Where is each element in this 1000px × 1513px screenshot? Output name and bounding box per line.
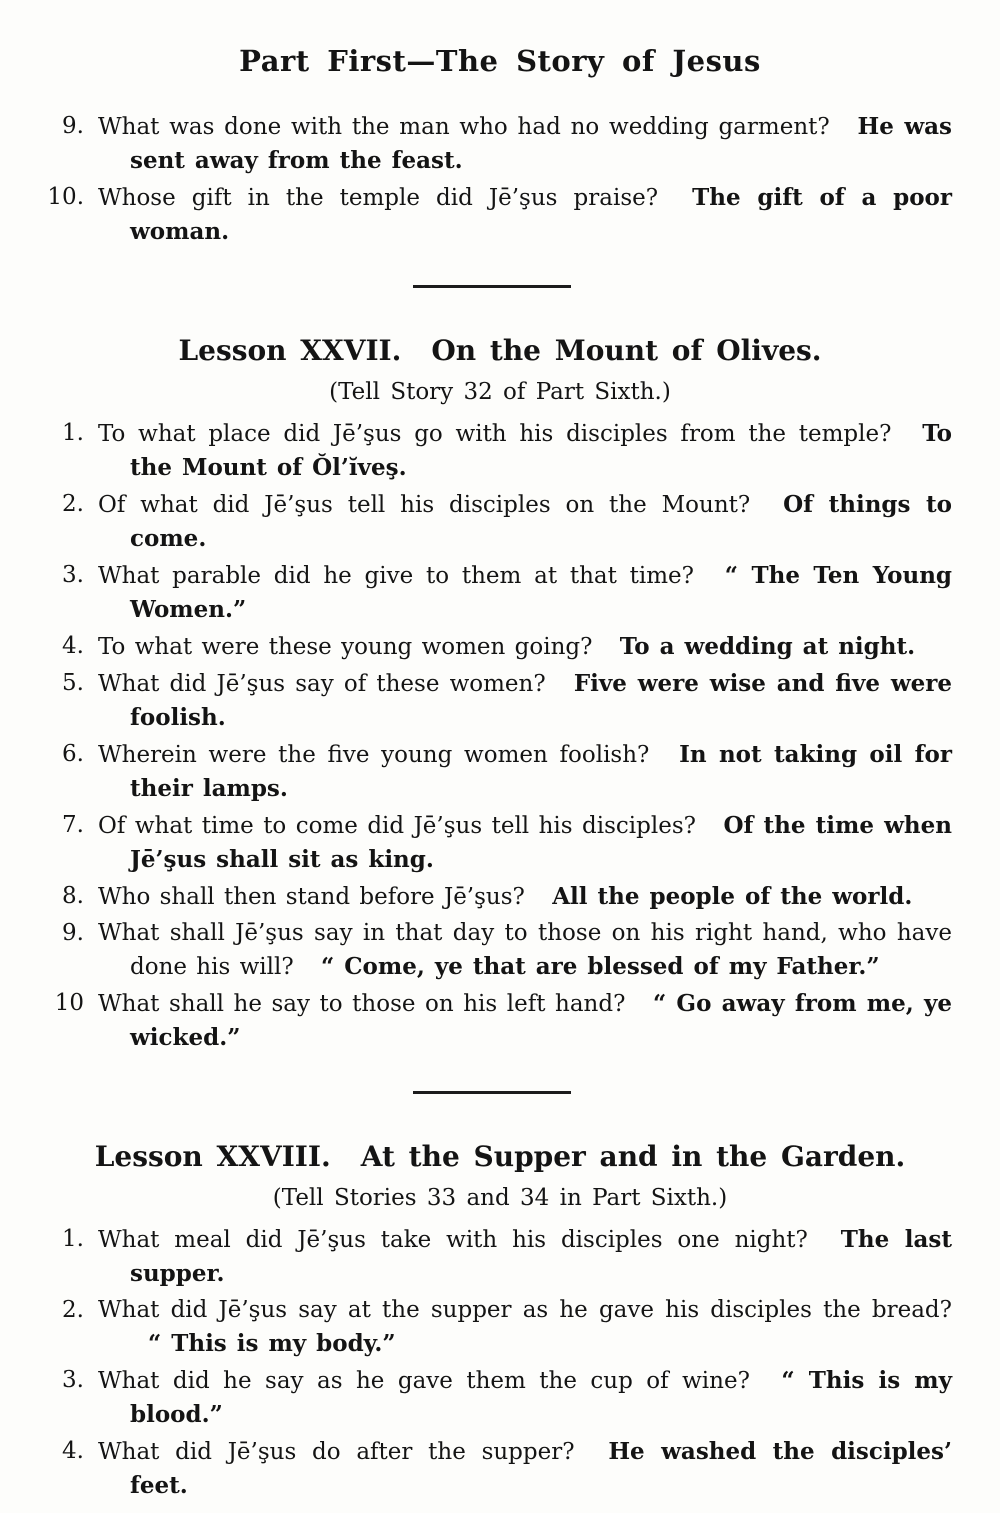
section-divider: [413, 1091, 571, 1094]
question-text: What did Jē’şus say of these women?: [98, 671, 546, 697]
question-number: 9.: [62, 920, 84, 946]
lesson-subtitle: (Tell Story 32 of Part Sixth.): [329, 379, 671, 405]
qa-item: [0, 110, 1000, 178]
question-text: What was done with the man who had no wedding garment?: [98, 114, 830, 140]
lesson-subtitle: (Tell Stories 33 and 34 in Part Sixth.): [272, 1185, 728, 1211]
qa-item: [0, 917, 1000, 984]
qa-item: [0, 738, 1000, 806]
question-number: 2.: [62, 491, 84, 517]
question-text: Of what time to come did Jē’şus tell his disciples?: [98, 813, 696, 839]
answer-text: The gift of a poor woman.: [130, 184, 953, 245]
question-number: 8.: [62, 883, 84, 909]
qa-item: [0, 181, 1000, 249]
lesson-number-label: Lesson XXVIII.: [94, 1140, 331, 1173]
lesson-qa-list: [0, 1223, 1000, 1503]
answer-text: Of the time when Jē’şus shall sit as king.: [130, 812, 952, 873]
question-number: 7.: [62, 812, 84, 838]
answer-text: Five were wise and five were foolish.: [130, 670, 953, 731]
answer-text: To the Mount of Ŏl’ĭveş.: [130, 420, 953, 481]
question-text: What did Jē’şus say at the supper as he gave his disciples the bread?: [98, 1297, 952, 1323]
answer-text: All the people of the world.: [552, 883, 913, 910]
qa-item: [0, 1435, 1000, 1503]
qa-item: [0, 667, 1000, 735]
qa-item: [0, 630, 1000, 664]
question-number: 1.: [62, 420, 84, 446]
answer-text: “ This is my body.”: [148, 1330, 396, 1357]
lesson-name: At the Supper and in the Garden.: [360, 1140, 906, 1173]
answer-text: “ Come, ye that are blessed of my Father.”: [321, 953, 880, 980]
lesson-xxvii-section: [0, 334, 1000, 1055]
question-text: Wherein were the five young women foolish?: [98, 742, 650, 768]
question-number: 4.: [62, 1438, 84, 1464]
question-text: What shall Jē’şus say in that day to those on his right hand, who have done his will?: [98, 920, 952, 980]
lesson-number-label: Lesson XXVII.: [178, 334, 402, 367]
question-number: 6.: [62, 741, 84, 767]
question-text: To what place did Jē’şus go with his disciples from the temple?: [98, 421, 892, 447]
question-text: What did Jē’şus do after the supper?: [98, 1439, 575, 1465]
qa-item: [0, 809, 1000, 877]
answer-text: Of things to come.: [130, 491, 952, 552]
section-divider: [413, 285, 571, 288]
answer-text: “ This is my blood.”: [130, 1367, 953, 1428]
qa-item: [0, 880, 1000, 914]
question-text: What meal did Jē’şus take with his disciples one night?: [98, 1227, 808, 1253]
lesson-xxviii-section: [0, 1140, 1000, 1503]
question-number: 5.: [62, 670, 84, 696]
answer-text: He washed the disciples’ feet.: [130, 1438, 953, 1499]
question-text: What shall he say to those on his left hand?: [98, 991, 626, 1017]
lesson-name: On the Mount of Olives.: [431, 334, 822, 367]
qa-item: [0, 559, 1000, 627]
question-text: Who shall then stand before Jē’şus?: [98, 884, 525, 910]
question-text: Of what did Jē’şus tell his disciples on the Mount?: [98, 492, 751, 518]
answer-text: “ The Ten Young Women.”: [130, 562, 953, 623]
qa-item: [0, 417, 1000, 485]
qa-item: [0, 1294, 1000, 1361]
question-number: 3.: [62, 562, 84, 588]
question-text: What parable did he give to them at that time?: [98, 563, 694, 589]
lesson-qa-list: [0, 417, 1000, 1055]
qa-item: [0, 1364, 1000, 1432]
lesson-title: [0, 1140, 1000, 1173]
intro-qa-list: [0, 110, 1000, 249]
question-number: 3.: [62, 1367, 84, 1393]
lesson-title: [0, 334, 1000, 367]
page-title: Part First—The Story of Jesus: [239, 44, 761, 78]
question-number: 10: [54, 990, 84, 1016]
question-number: 4.: [62, 633, 84, 659]
answer-text: In not taking oil for their lamps.: [130, 741, 952, 802]
qa-item: [0, 987, 1000, 1055]
question-number: 1.: [62, 1226, 84, 1252]
question-number: 2.: [62, 1297, 84, 1323]
question-number: 10.: [47, 184, 84, 210]
answer-text: He was sent away from the feast.: [130, 113, 952, 174]
question-text: What did he say as he gave them the cup of wine?: [98, 1368, 750, 1394]
qa-item: [0, 1223, 1000, 1291]
question-number: 9.: [62, 113, 84, 139]
answer-text: To a wedding at night.: [619, 633, 916, 660]
question-text: Whose gift in the temple did Jē’şus praise?: [98, 185, 659, 211]
answer-text: “ Go away from me, ye wicked.”: [130, 990, 953, 1051]
question-text: To what were these young women going?: [98, 634, 593, 660]
answer-text: The last supper.: [130, 1226, 952, 1287]
qa-item: [0, 488, 1000, 556]
